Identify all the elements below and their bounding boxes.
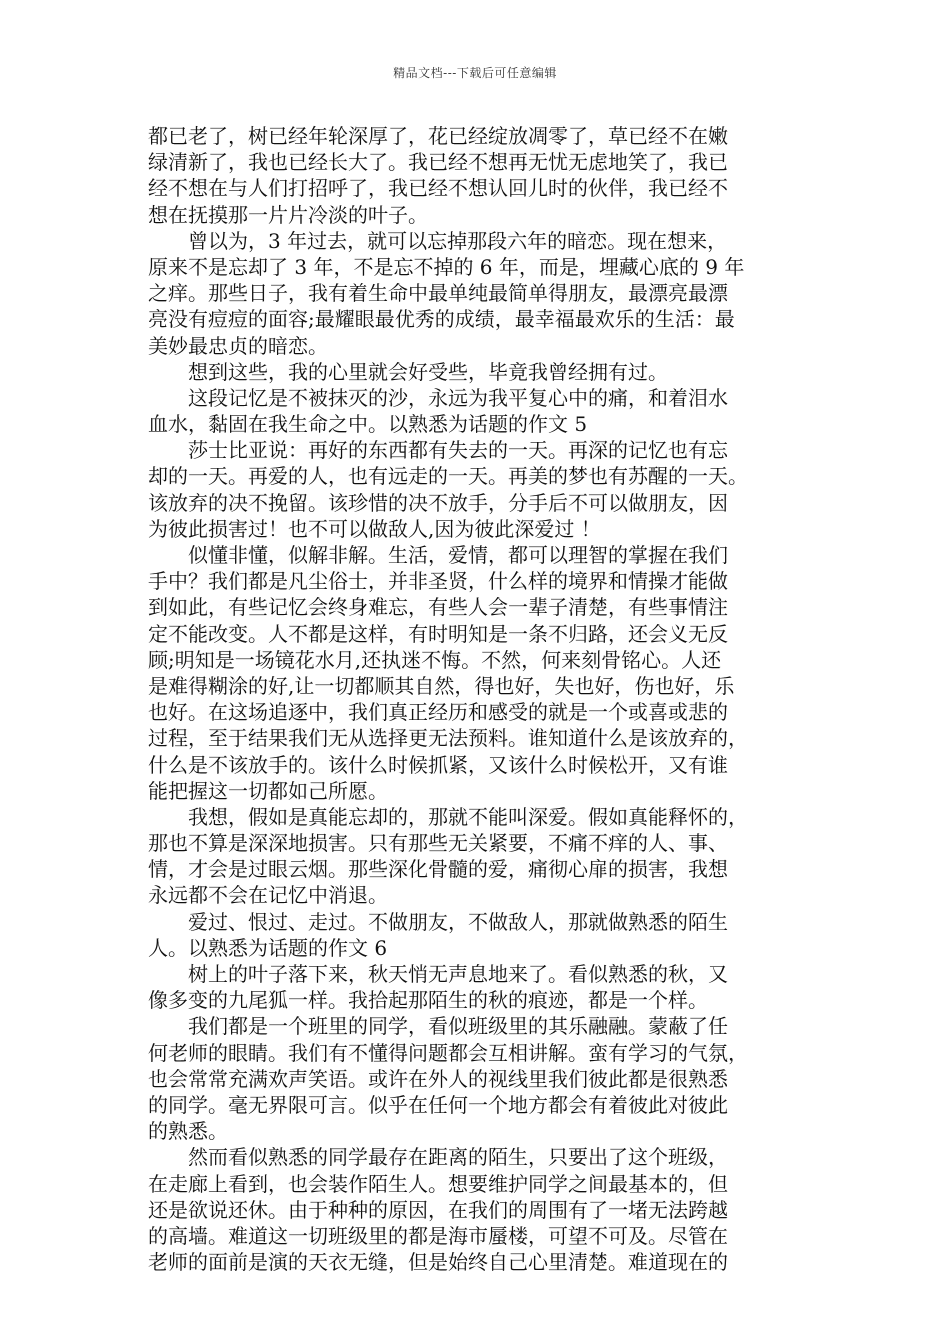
text-line: 该放弃的决不挽留。该珍惜的决不放手，分手后不可以做朋友，因 [148, 490, 728, 515]
text-line: 的熟悉。 [148, 1119, 228, 1144]
text-line: 树上的叶子落下来，秋天悄无声息地来了。看似熟悉的秋，又 [148, 962, 728, 986]
text-line: 莎士比亚说：再好的东西都有失去的一天。再深的记忆也有忘 [148, 438, 728, 463]
text-line: 情，才会是过眼云烟。那些深化骨髓的爱，痛彻心扉的损害，我想 [148, 857, 728, 882]
text-line: 过程，至于结果我们无从选择更无法预料。谁知道什么是该放弃的， [148, 726, 748, 751]
text-line: 也会常常充满欢声笑语。或许在外人的视线里我们彼此都是很熟悉 [148, 1066, 728, 1091]
text-line: 顾;明知是一场镜花水月,还执迷不悔。不然，何来刻骨铭心。人还 [148, 647, 722, 672]
text-line: 原来不是忘却了 3 年，不是忘不掉的 6 年，而是，埋藏心底的 9 年 [148, 254, 745, 279]
text-line: 都已老了，树已经年轮深厚了，花已经绽放凋零了，草已经不在嫩 [148, 124, 728, 148]
text-line: 美妙最忠贞的暗恋。 [148, 333, 328, 358]
text-line: 想在抚摸那一片片冷淡的叶子。 [148, 202, 428, 227]
text-line: 血水，黏固在我生命之中。以熟悉为话题的作文 5 [148, 412, 588, 437]
document-body [148, 123, 808, 1275]
text-line: 那也不算是深深地损害。只有那些无关紧要，不痛不痒的人、事、 [148, 831, 728, 856]
text-line: 永远都不会在记忆中消退。 [148, 883, 388, 908]
text-line: 人。以熟悉为话题的作文 6 [148, 935, 388, 960]
text-line: 却的一天。再爱的人，也有远走的一天。再美的梦也有苏醒的一天。 [148, 464, 748, 489]
text-line: 老师的面前是演的天衣无缝，但是始终自己心里清楚。难道现在的 [148, 1250, 728, 1275]
text-line: 定不能改变。人不都是这样，有时明知是一条不归路，还会义无反 [148, 621, 728, 646]
text-line: 也好。在这场追逐中，我们真正经历和感受的就是一个或喜或悲的 [148, 700, 728, 725]
text-line: 绿清新了，我也已经长大了。我已经不想再无忧无虑地笑了，我已 [148, 150, 728, 175]
text-line: 的同学。毫无界限可言。似乎在任何一个地方都会有着彼此对彼此 [148, 1092, 728, 1117]
text-line: 这段记忆是不被抹灭的沙，永远为我平复心中的痛，和着泪水 [148, 385, 728, 410]
text-line: 到如此，有些记忆会终身难忘，有些人会一辈子清楚，有些事情注 [148, 595, 728, 620]
text-line: 想到这些，我的心里就会好受些，毕竟我曾经拥有过。 [148, 359, 668, 384]
text-line: 能把握这一切都如己所愿。 [148, 778, 388, 803]
text-line: 之痒。那些日子，我有着生命中最单纯最简单得朋友，最漂亮最漂 [148, 281, 728, 306]
text-line: 在走廊上看到，也会装作陌生人。想要维护同学之间最基本的，但 [148, 1171, 728, 1196]
text-line: 什么是不该放手的。该什么时候抓紧，又该什么时候松开，又有谁 [148, 752, 728, 777]
text-line: 手中？我们都是凡尘俗士，并非圣贤，什么样的境界和情操才能做 [148, 569, 728, 594]
text-line: 亮没有痘痘的面容;最耀眼最优秀的成绩，最幸福最欢乐的生活：最 [148, 307, 735, 332]
text-line: 像多变的九尾狐一样。我拾起那陌生的秋的痕迹，都是一个样。 [148, 988, 708, 1013]
text-line: 经不想在与人们打招呼了，我已经不想认回儿时的伙伴，我已经不 [148, 176, 728, 201]
text-line: 爱过、恨过、走过。不做朋友，不做敌人，那就做熟悉的陌生 [148, 909, 728, 934]
text-line: 何老师的眼睛。我们有不懂得问题都会互相讲解。蛮有学习的气氛， [148, 1040, 748, 1065]
text-line: 然而看似熟悉的同学最存在距离的陌生，只要出了这个班级， [148, 1145, 728, 1170]
text-line: 还是欲说还休。由于种种的原因，在我们的周围有了一堵无法跨越 [148, 1197, 728, 1222]
text-line: 为彼此损害过！也不可以做敌人,因为彼此深爱过 ！ [148, 516, 601, 541]
text-line: 的高墙。难道这一切班级里的都是海市蜃楼，可望不可及。尽管在 [148, 1223, 728, 1248]
text-line: 我们都是一个班里的同学，看似班级里的其乐融融。蒙蔽了任 [148, 1014, 728, 1039]
text-line: 似懂非懂，似解非解。生活，爱情，都可以理智的掌握在我们 [148, 543, 728, 567]
text-line: 是难得糊涂的好,让一切都顺其自然，得也好，失也好，伤也好，乐 [148, 673, 735, 698]
text-line: 我想，假如是真能忘却的，那就不能叫深爱。假如真能释怀的， [148, 804, 748, 829]
text-line: 曾以为，3 年过去，就可以忘掉那段六年的暗恋。现在想来， [148, 228, 728, 253]
page-header: 精品文档---下载后可任意编辑 [393, 66, 557, 80]
